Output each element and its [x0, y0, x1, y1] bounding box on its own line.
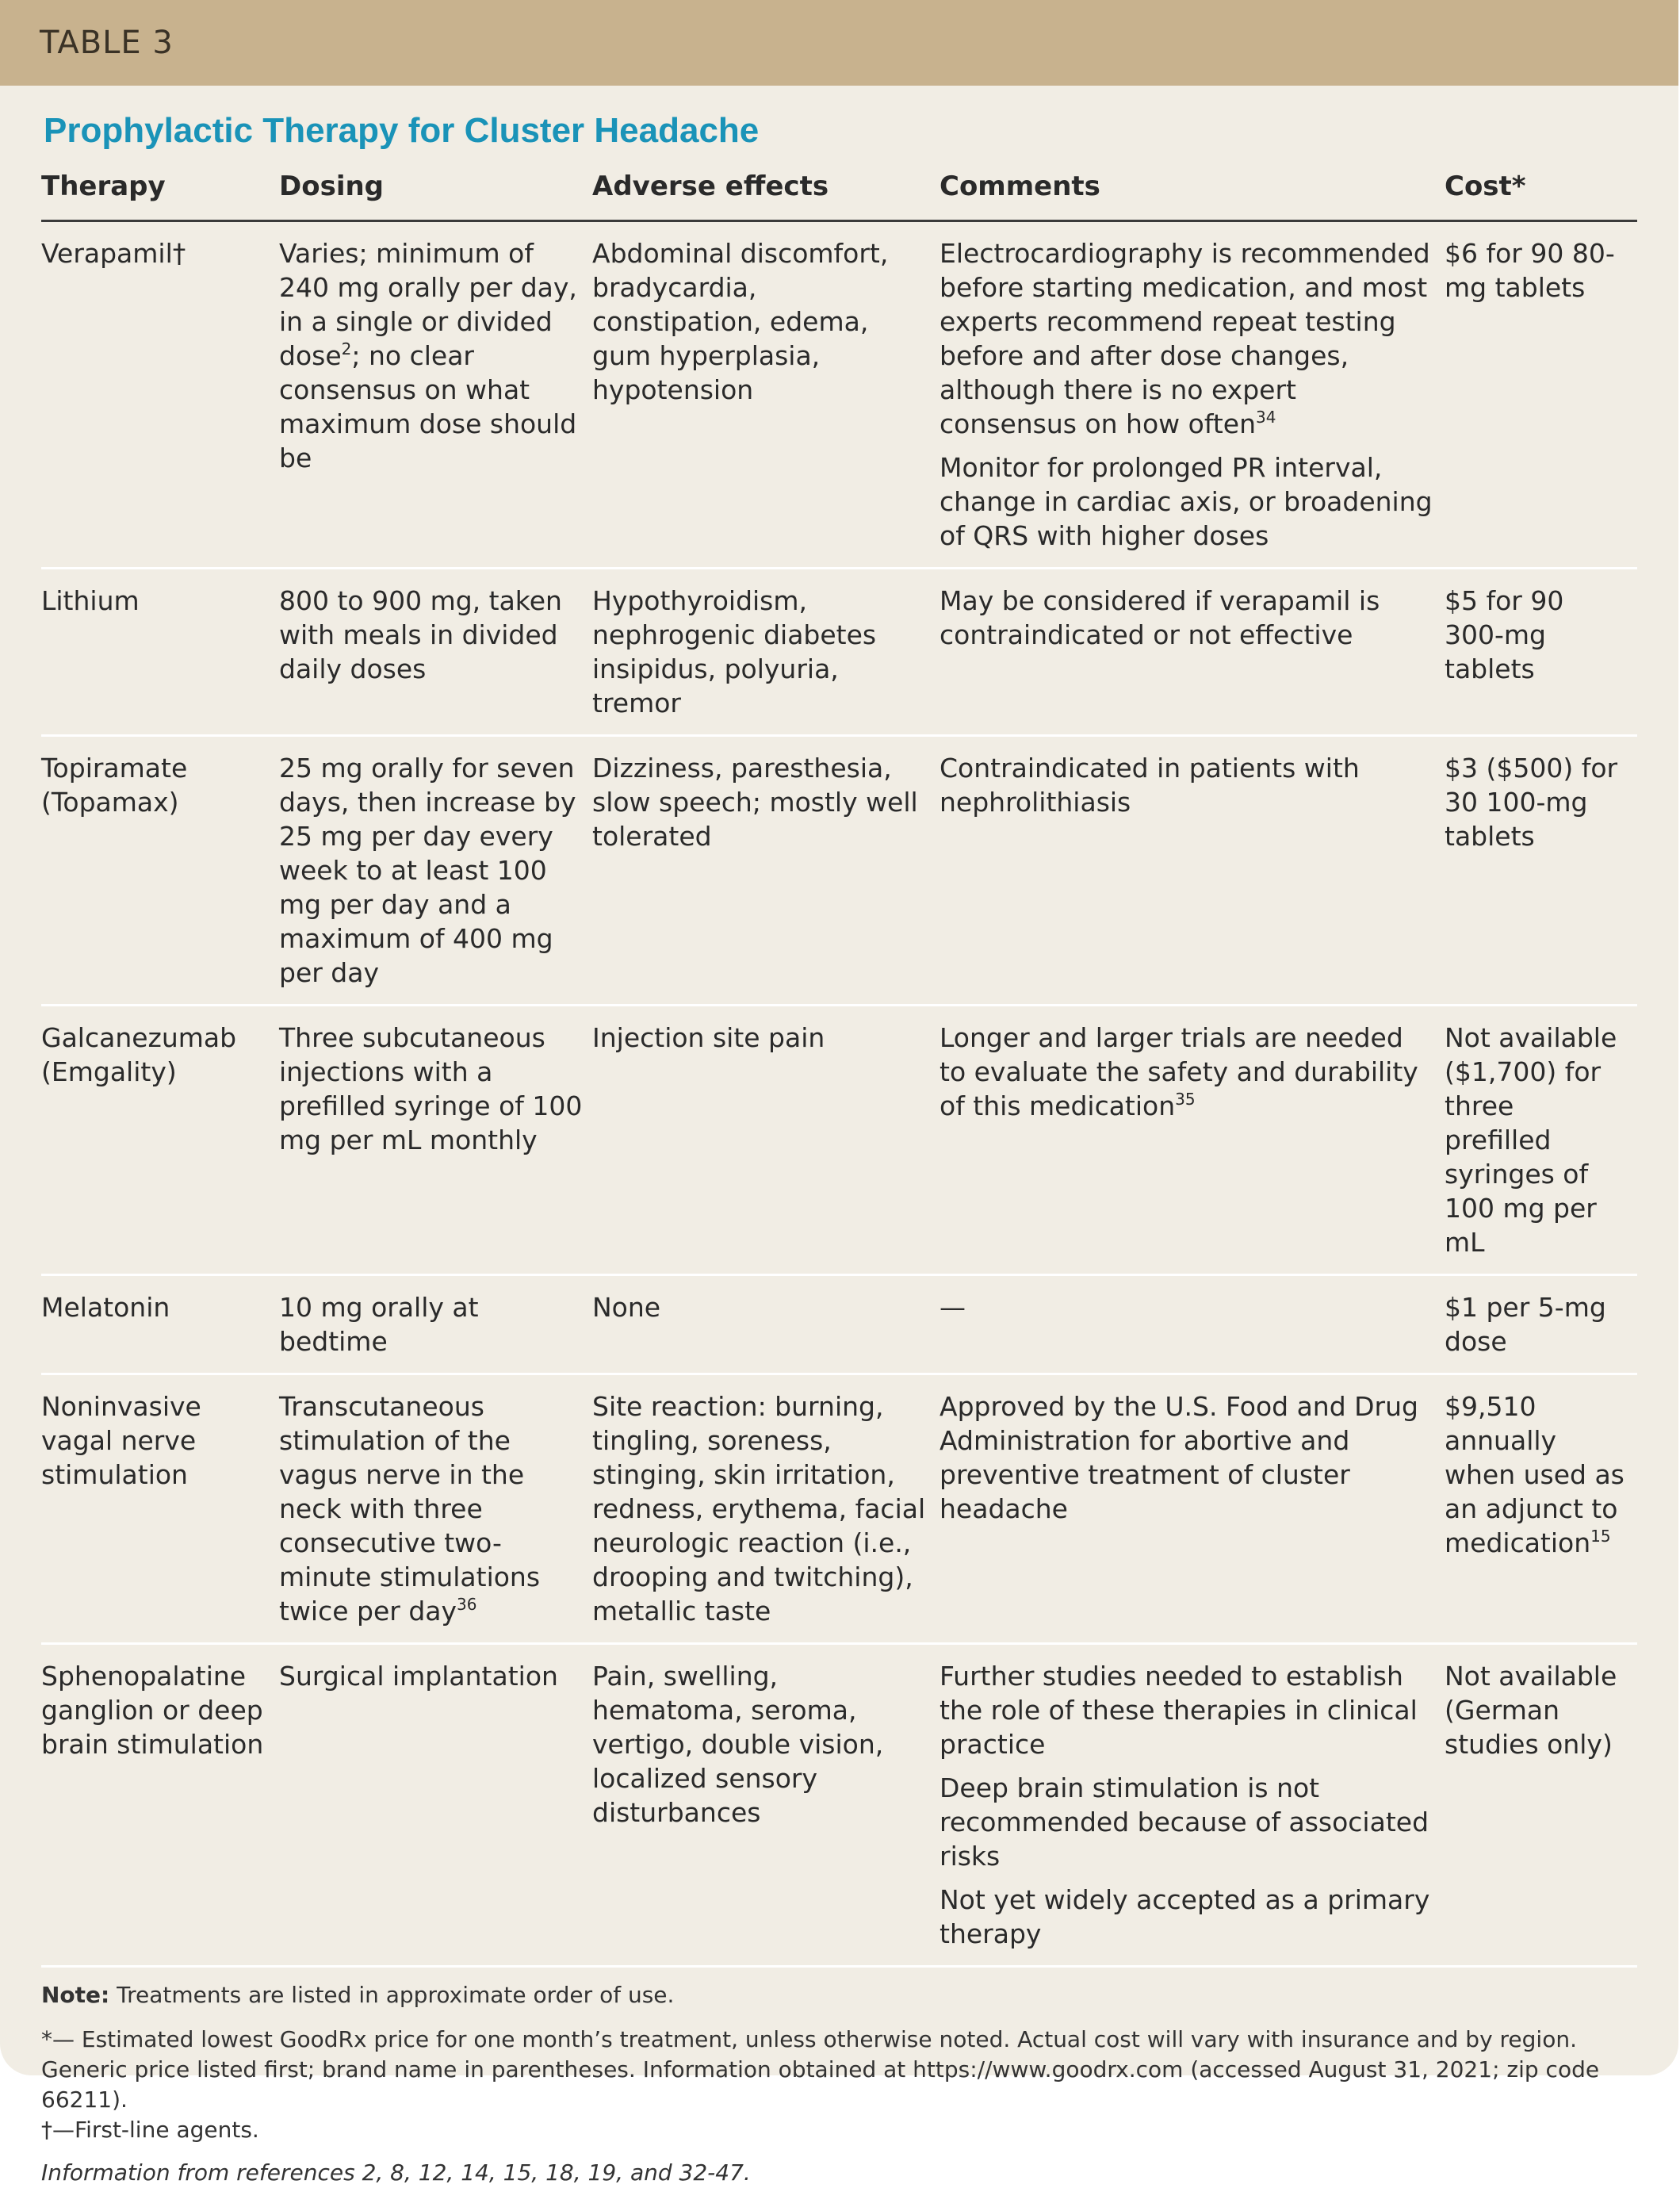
adverse-cell: Site reaction: burning, tingling, soreness, stinging, skin irritation, redness, erythema, facial neurologic reaction (i.e., drooping and twitching), metallic taste — [592, 1374, 939, 1644]
comments-cell: Electrocardiography is recommended before starting medication, and most experts recommend repeat testing before and after dose changes, although there is no expert consensus on how often$^{34}$ Monitor for prolonged PR interval, change in cardiac axis, or broadening of QRS with higher doses — [939, 221, 1445, 569]
table-notes — [41, 1980, 1637, 2188]
adverse-cell: None — [592, 1275, 939, 1374]
table-row — [41, 221, 1637, 569]
therapy-cell: Sphenopalatine ganglion or deep brain stimulation — [41, 1644, 279, 1967]
dagger-footnote: †—First-line agents. — [41, 2117, 259, 2143]
therapy-cell: Melatonin — [41, 1275, 279, 1374]
order-note: Note: Treatments are listed in approximate order of use. — [41, 1982, 675, 2008]
table-row — [41, 1006, 1637, 1275]
adverse-cell: Dizziness, paresthesia, slow speech; mostly well tolerated — [592, 736, 939, 1006]
table-title: Prophylactic Therapy for Cluster Headache — [44, 111, 760, 150]
table-row — [41, 1374, 1637, 1644]
therapy-cell: Topiramate (Topamax) — [41, 736, 279, 1006]
cost-footnote: *— Estimated lowest GoodRx price for one month’s treatment, unless otherwise noted. Actual cost will vary with insurance and by region. Generic price listed first; brand name in parentheses. Information obtained at https://www.goodrx.com (accessed August 31, 2021; zip code 66211). — [41, 2026, 1600, 2113]
dosing-cell: Three subcutaneous injections with a prefilled syringe of 100 mg per mL monthly — [279, 1006, 592, 1275]
therapy-cell: Verapamil† — [41, 221, 279, 569]
cost-cell: $9,510 annually when used as an adjunct to medication$^{15}$ — [1445, 1374, 1637, 1644]
therapy-table — [41, 170, 1637, 1968]
comments-cell: — — [939, 1275, 1445, 1374]
dosing-cell: 10 mg orally at bedtime — [279, 1275, 592, 1374]
cost-cell: Not available ($1,700) for three prefilled syringes of 100 mg per mL — [1445, 1006, 1637, 1275]
header-therapy: Therapy — [41, 170, 279, 221]
cost-cell: $6 for 90 80-mg tablets — [1445, 221, 1637, 569]
source-note: Information from references 2, 8, 12, 14, 15, 18, 19, and 32-47. — [41, 2159, 751, 2186]
adverse-cell: Injection site pain — [592, 1006, 939, 1275]
comments-cell: Further studies needed to establish the role of these therapies in clinical practice Deep brain stimulation is not recommended because of associated risks Not yet widely accepted as a primary therapy — [939, 1644, 1445, 1967]
therapy-cell: Lithium — [41, 569, 279, 736]
header-comments: Comments — [939, 170, 1445, 221]
table-row — [41, 569, 1637, 736]
adverse-cell: Abdominal discomfort, bradycardia, constipation, edema, gum hyperplasia, hypotension — [592, 221, 939, 569]
therapy-cell: Noninvasive vagal nerve stimulation — [41, 1374, 279, 1644]
comments-cell: Approved by the U.S. Food and Drug Administration for abortive and preventive treatment of cluster headache — [939, 1374, 1445, 1644]
table-label: TABLE 3 — [40, 25, 174, 61]
table-row — [41, 1644, 1637, 1967]
comments-cell: Longer and larger trials are needed to evaluate the safety and durability of this medication$^{35}$ — [939, 1006, 1445, 1275]
cost-cell: $5 for 90 300-mg tablets — [1445, 569, 1637, 736]
dosing-cell: Transcutaneous stimulation of the vagus nerve in the neck with three consecutive two-minute stimulations twice per day$^{36}$ — [279, 1374, 592, 1644]
comments-cell: May be considered if verapamil is contraindicated or not effective — [939, 569, 1445, 736]
dosing-cell: Surgical implantation — [279, 1644, 592, 1967]
table-label-bar — [0, 0, 1678, 86]
header-cost: Cost* — [1445, 170, 1637, 221]
dosing-cell: 25 mg orally for seven days, then increase by 25 mg per day every week to at least 100 mg per day and a maximum of 400 mg per day — [279, 736, 592, 1006]
table-row — [41, 736, 1637, 1006]
adverse-cell: Pain, swelling, hematoma, seroma, vertigo, double vision, localized sensory disturbances — [592, 1644, 939, 1967]
header-row — [41, 170, 1637, 221]
table-content — [0, 86, 1678, 2188]
therapy-cell: Galcanezumab (Emgality) — [41, 1006, 279, 1275]
cost-cell: $3 ($500) for 30 100-mg tablets — [1445, 736, 1637, 1006]
cost-cell: $1 per 5-mg dose — [1445, 1275, 1637, 1374]
table-row — [41, 1275, 1637, 1374]
comments-cell: Contraindicated in patients with nephrolithiasis — [939, 736, 1445, 1006]
dosing-cell: 800 to 900 mg, taken with meals in divided daily doses — [279, 569, 592, 736]
adverse-cell: Hypothyroidism, nephrogenic diabetes insipidus, polyuria, tremor — [592, 569, 939, 736]
dosing-cell: Varies; minimum of 240 mg orally per day, in a single or divided dose$^2$; no clear consensus on what maximum dose should be — [279, 221, 592, 569]
cost-cell: Not available (German studies only) — [1445, 1644, 1637, 1967]
header-adverse-effects: Adverse effects — [592, 170, 939, 221]
header-dosing: Dosing — [279, 170, 592, 221]
